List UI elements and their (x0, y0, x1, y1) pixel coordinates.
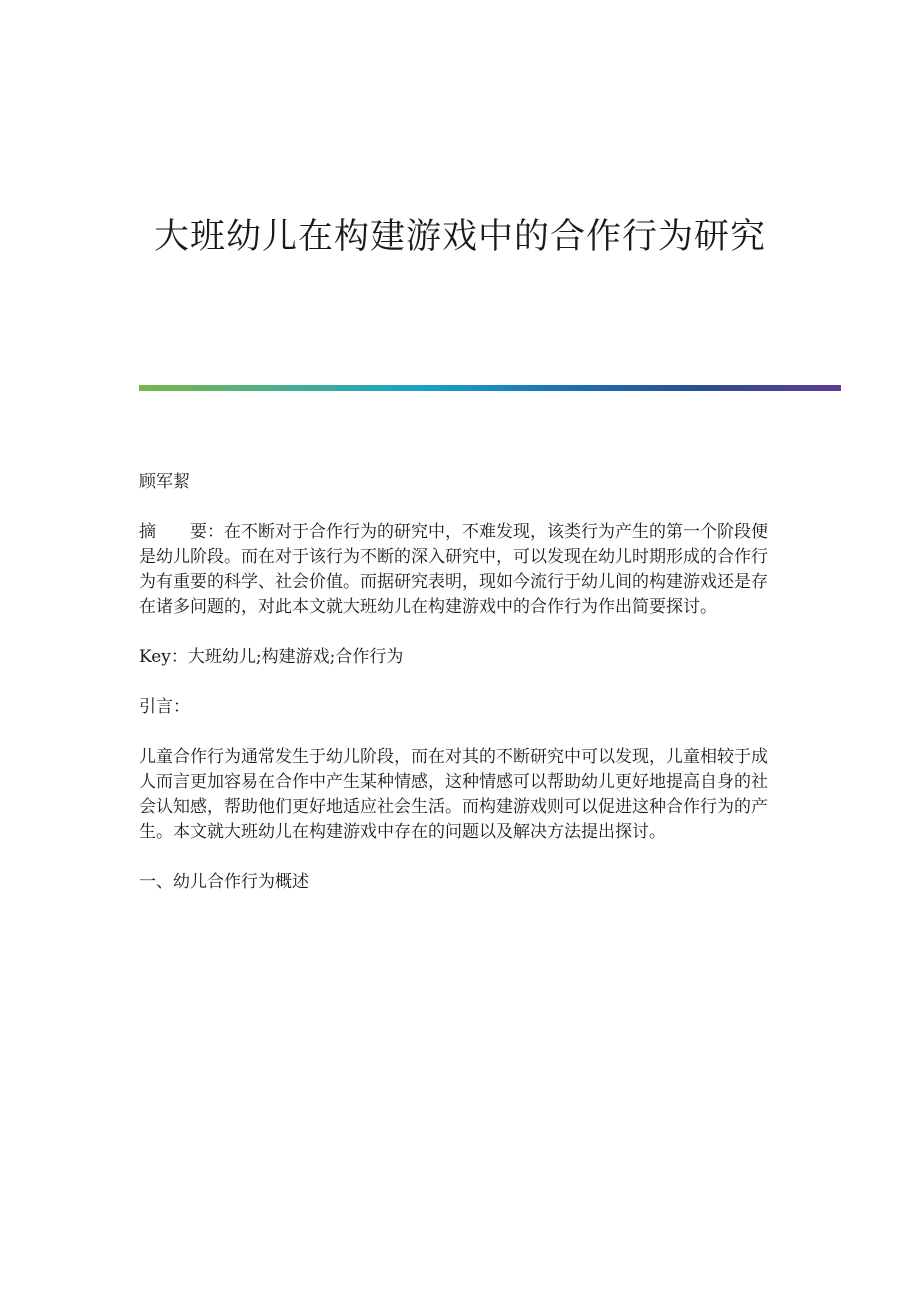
keywords-label: Key： (139, 647, 188, 667)
intro-heading: 引言： (139, 697, 190, 717)
intro-paragraph: 儿童合作行为通常发生于幼儿阶段，而在对其的不断研究中可以发现，儿童相较于成人而言更加容易在合作中产生某种情感，这种情感可以帮助幼儿更好地提高自身的社会认知感，帮助他们更好地适应社会生活。而构建游戏则可以促进这种合作行为的产生。本文就大班幼儿在构建游戏中存在的问题以及解决方法提出探讨。 (139, 747, 768, 842)
abstract-paragraph (139, 520, 784, 620)
abstract-text: 在不断对于合作行为的研究中，不难发现，该类行为产生的第一个阶段便是幼儿阶段。而在对于该行为不断的深入研究中，可以发现在幼儿时期形成的合作行为有重要的科学、社会价值。而据研究表明，现如今流行于幼儿间的构建游戏还是存在诸多问题的，对此本文就大班幼儿在构建游戏中的合作行为作出简要探讨。 (139, 522, 768, 617)
title-divider (139, 385, 841, 391)
document-title: 大班幼儿在构建游戏中的合作行为研究 (153, 217, 766, 257)
keywords-paragraph (139, 645, 784, 670)
document-body (139, 470, 784, 920)
section-heading: 一、幼儿合作行为概述 (139, 872, 309, 892)
abstract-label: 摘 要： (139, 522, 224, 542)
keywords-text: 大班幼儿;构建游戏;合作行为 (187, 647, 404, 667)
author-name: 顾军絜 (139, 472, 190, 492)
